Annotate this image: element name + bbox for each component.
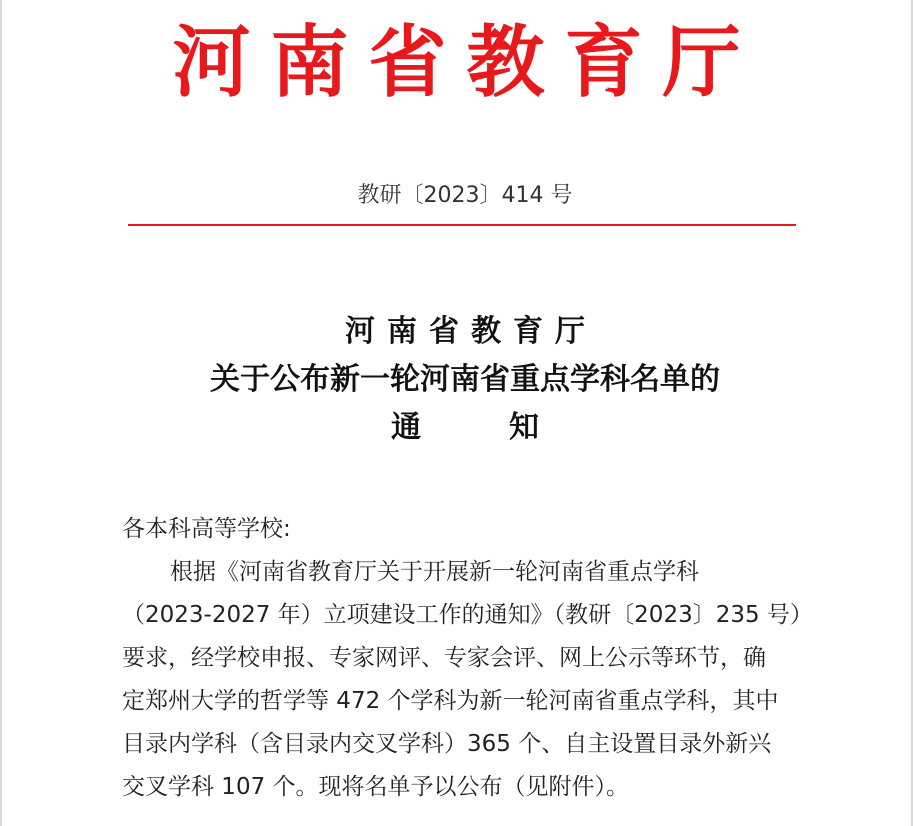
body-line: 要求，经学校申报、专家网评、专家会评、网上公示等环节，确 xyxy=(122,645,766,671)
title-line-2: 关于公布新一轮河南省重点学科名单的 xyxy=(210,362,720,397)
body-line: 目录内学科（含目录内交叉学科）365 个、自主设置目录外新兴 xyxy=(122,731,772,757)
title-char-tong: 通 xyxy=(391,410,421,445)
document-title xyxy=(0,308,913,452)
body-line: （2023-2027 年）立项建设工作的通知》（教研〔2023〕235 号） xyxy=(122,602,813,628)
org-red-header: 河南省教育厅 xyxy=(172,17,761,108)
document-number: 教研〔2023〕414 号 xyxy=(357,183,573,208)
title-line-3 xyxy=(0,404,913,452)
salutation: 各本科高等学校: xyxy=(122,516,291,542)
body-line: 交叉学科 107 个。现将名单予以公布（见附件）。 xyxy=(122,774,630,800)
title-char-zhi: 知 xyxy=(509,410,539,445)
red-divider-line xyxy=(128,224,796,226)
title-line-1: 河南省教育厅 xyxy=(345,314,597,349)
body-line: 定郑州大学的哲学等 472 个学科为新一轮河南省重点学科，其中 xyxy=(122,688,779,714)
document-body xyxy=(122,508,812,809)
body-line: 根据《河南省教育厅关于开展新一轮河南省重点学科 xyxy=(170,559,699,585)
